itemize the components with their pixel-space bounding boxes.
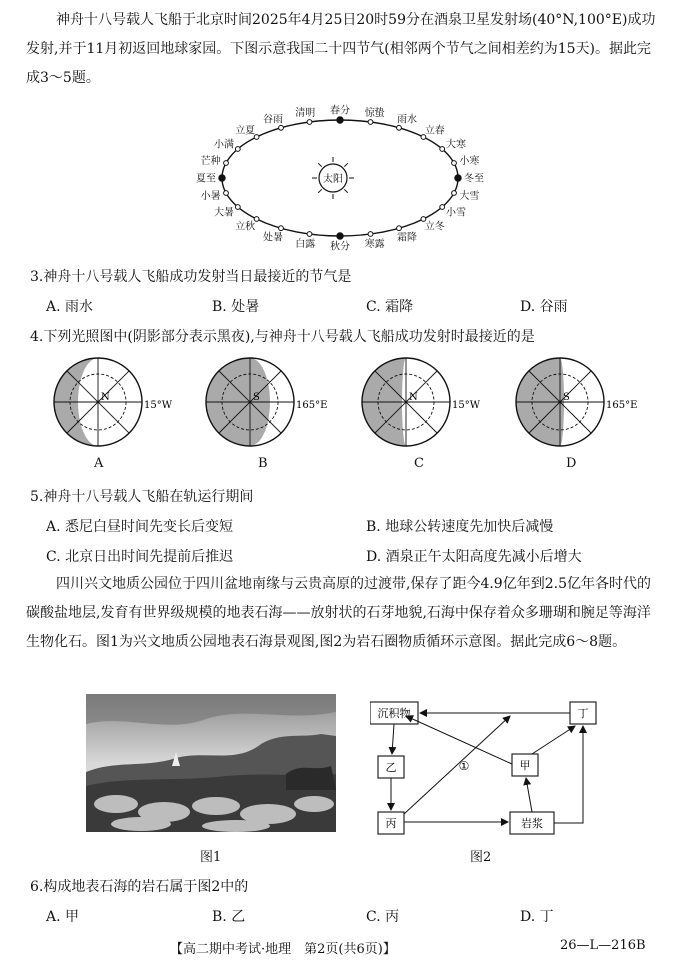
question-3-stem: 3.神舟十八号载人飞船成功发射当日最接近的节气是 — [30, 269, 352, 285]
magma-label: 岩浆 — [521, 817, 543, 830]
sun-ray — [318, 189, 322, 193]
solar-term-label: 惊蛰 — [364, 107, 385, 119]
illumination-diagram-b[interactable] — [198, 354, 338, 454]
diagram-b-letter: B — [258, 456, 268, 471]
solar-term-point — [452, 191, 457, 196]
solar-term-point — [337, 233, 343, 239]
pole-label: N — [101, 392, 110, 403]
solar-term-label: 小寒 — [459, 155, 480, 167]
question-6-option-a[interactable]: A. 甲 — [46, 909, 80, 925]
question-5-option-c[interactable]: C. 北京日出时间先提前后推迟 — [46, 549, 234, 565]
solar-term-label: 霜降 — [397, 232, 417, 244]
longitude-label: 15°W — [452, 400, 481, 411]
sun-ray — [318, 163, 322, 167]
stone-forest-landscape-photo — [86, 694, 336, 832]
solar-term-label: 立冬 — [424, 221, 445, 233]
solar-term-point — [235, 147, 240, 152]
illumination-diagram-d[interactable] — [508, 354, 648, 454]
rock-cycle-diagram — [370, 696, 606, 836]
solar-term-label: 春分 — [330, 105, 350, 117]
figure-2-caption: 图2 — [470, 850, 492, 865]
question-3-option-c[interactable]: C. 霜降 — [366, 299, 414, 315]
question-6-stem: 6.构成地表石海的岩石属于图2中的 — [30, 879, 249, 895]
process-1-label: ① — [458, 759, 470, 773]
solar-term-label: 雨水 — [397, 114, 417, 126]
solar-terms-orbit-diagram — [190, 102, 490, 254]
solar-term-point — [235, 205, 240, 210]
sun-label: 太阳 — [323, 174, 343, 185]
solar-term-point — [307, 232, 312, 237]
solar-term-point — [397, 125, 402, 130]
solar-term-point — [279, 226, 284, 231]
solar-term-point — [452, 161, 457, 166]
solar-term-label: 小满 — [214, 139, 234, 151]
solar-term-label: 大寒 — [446, 139, 466, 151]
pole-label: S — [253, 392, 260, 403]
rock-bing-label: 丙 — [385, 817, 397, 830]
figure-1-caption: 图1 — [200, 850, 222, 865]
solar-term-point — [224, 191, 229, 196]
solar-term-label: 小雪 — [446, 207, 466, 219]
question-6-option-c[interactable]: C. 丙 — [366, 909, 400, 925]
solar-term-label: 白露 — [295, 239, 316, 251]
solar-term-label: 寒露 — [364, 239, 385, 251]
illumination-diagram-a[interactable] — [46, 354, 186, 454]
cycle-arrows — [391, 713, 583, 823]
intro-paragraph-1: 神舟十八号载人飞船于北京时间2025年4月25日20时59分在酒泉卫星发射场(40°N,100°E)成功发射,并于11月初返回地球家园。下图示意我国二十四节气(相邻两个节气之间相差约为15天)。据此完成3～5题。 — [26, 12, 656, 86]
solar-term-point — [307, 120, 312, 125]
solar-term-label: 立夏 — [235, 125, 256, 137]
question-3-option-a[interactable]: A. 雨水 — [46, 299, 94, 315]
sun-icon — [312, 157, 354, 199]
question-3-option-b[interactable]: B. 处暑 — [212, 299, 260, 315]
sediment-label: 沉积物 — [377, 707, 411, 720]
rock-yi-label: 乙 — [385, 761, 397, 774]
solar-term-label: 谷雨 — [263, 114, 283, 126]
solar-term-label: 立秋 — [235, 221, 256, 233]
footer-exam-code: 26—L—216B — [560, 938, 646, 953]
longitude-label: 165°E — [296, 400, 328, 411]
question-4-stem: 4.下列光照图中(阴影部分表示黑夜),与神舟十八号载人飞船成功发射时最接近的是 — [30, 329, 535, 345]
solar-term-point — [440, 147, 445, 152]
question-5-option-a[interactable]: A. 悉尼白昼时间先变长后变短 — [46, 519, 234, 535]
solar-term-label: 处暑 — [263, 232, 283, 244]
diagram-d-letter: D — [566, 456, 577, 471]
solar-term-point — [368, 232, 373, 237]
sun-ray — [344, 163, 348, 167]
question-5-stem: 5.神舟十八号载人飞船在轨运行期间 — [30, 489, 254, 505]
solar-term-point — [224, 161, 229, 166]
solar-term-label: 芒种 — [200, 155, 221, 167]
rock-jia-label: 甲 — [519, 759, 531, 772]
question-3-option-d[interactable]: D. 谷雨 — [520, 299, 568, 315]
solar-term-point — [219, 175, 225, 181]
diagram-a-letter: A — [94, 456, 104, 471]
solar-term-label: 小暑 — [200, 191, 221, 203]
solar-term-label: 清明 — [295, 107, 316, 119]
solar-term-point — [337, 117, 343, 123]
rock-ding-label: 丁 — [577, 707, 589, 720]
longitude-label: 165°E — [606, 400, 638, 411]
solar-term-label: 秋分 — [330, 241, 350, 253]
question-6-option-b[interactable]: B. 乙 — [212, 909, 246, 925]
longitude-label: 15°W — [144, 400, 173, 411]
diagram-c-letter: C — [414, 456, 424, 471]
illumination-diagram-c[interactable] — [354, 354, 494, 454]
solar-term-point — [440, 205, 445, 210]
solar-term-label: 夏至 — [196, 173, 216, 185]
question-6-option-d[interactable]: D. 丁 — [520, 909, 554, 925]
solar-term-label: 立春 — [424, 125, 445, 137]
question-5-option-b[interactable]: B. 地球公转速度先加快后减慢 — [366, 519, 554, 535]
solar-term-point — [455, 175, 461, 181]
pole-label: N — [409, 392, 418, 403]
solar-term-point — [279, 125, 284, 130]
question-5-option-d[interactable]: D. 酒泉正午太阳高度先减小后增大 — [366, 549, 582, 565]
footer-page-info: 【高二期中考试·地理 第2页(共6页)】 — [170, 942, 396, 957]
solar-term-point — [368, 120, 373, 125]
solar-term-point — [397, 226, 402, 231]
intro-paragraph-2: 四川兴文地质公园位于四川盆地南缘与云贵高原的过渡带,保存了距今4.9亿年到2.5亿年各时代的碳酸盐地层,发育有世界级规模的地表石海——放射状的石芽地貌,石海中保存着众多珊瑚和腕足等海洋生物化石。图1为兴文地质公园地表石海景观图,图2为岩石圈物质循环示意图。据此完成6～8题。 — [26, 576, 651, 650]
solar-term-label: 冬至 — [464, 173, 484, 185]
pole-label: S — [563, 392, 570, 403]
sun-ray — [344, 189, 348, 193]
solar-term-label: 大暑 — [214, 207, 234, 219]
solar-term-label: 大雪 — [459, 191, 480, 203]
